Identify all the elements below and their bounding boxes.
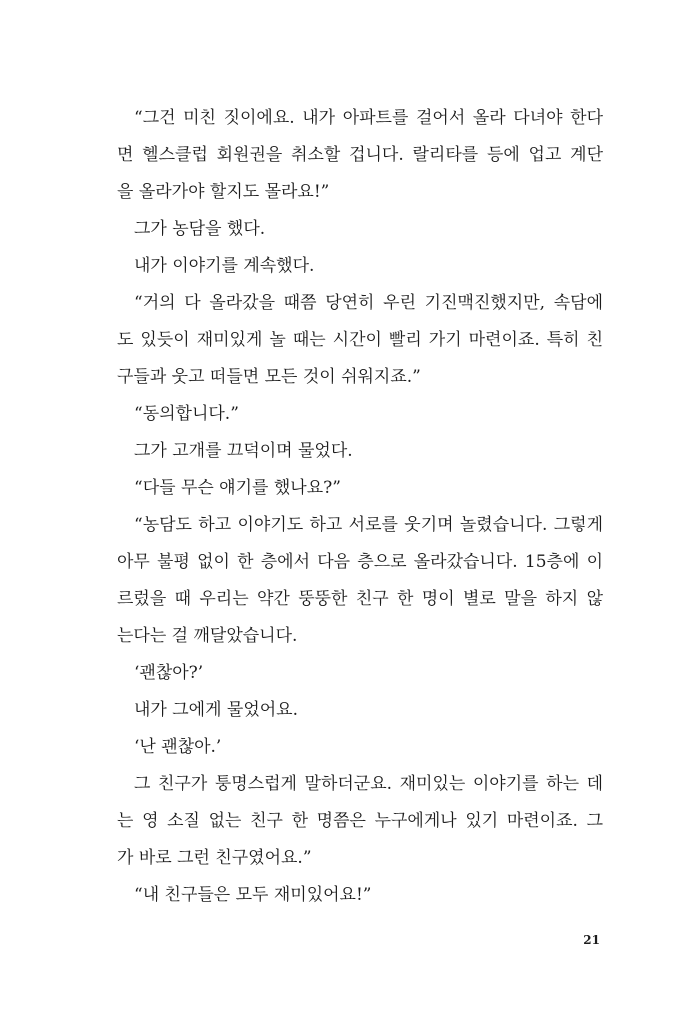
text-line: 내가 이야기를 계속했다.	[134, 256, 315, 276]
text-line: ‘괜찮아?’	[134, 663, 204, 683]
text-line: “동의합니다.”	[134, 404, 239, 424]
page-number: 21	[583, 933, 600, 947]
text-line: 아무 불평 없이 한 층에서 다음 층으로 올라갔습니다. 15층에 이	[117, 552, 603, 572]
text-line: “농담도 하고 이야기도 하고 서로를 웃기며 놀렸습니다. 그렇게	[134, 515, 603, 535]
text-line: 내가 그에게 물었어요.	[134, 700, 299, 720]
text-line: “그건 미친 짓이에요. 내가 아파트를 걸어서 올라 다녀야 한다	[134, 108, 603, 128]
text-line: 는 영 소질 없는 친구 한 명쯤은 누구에게나 있기 마련이죠. 그	[117, 811, 603, 831]
text-line: 그가 고개를 끄덕이며 물었다.	[134, 441, 353, 461]
text-line: “거의 다 올라갔을 때쯤 당연히 우린 기진맥진했지만, 속담에	[134, 293, 603, 313]
text-line: 그가 농담을 했다.	[134, 219, 266, 239]
text-line: 가 바로 그런 친구였어요.”	[117, 848, 312, 868]
text-line: “다들 무슨 얘기를 했나요?”	[134, 478, 341, 498]
text-line: 면 헬스클럽 회원권을 취소할 겁니다. 랄리타를 등에 업고 계단	[117, 145, 603, 165]
text-line: 도 있듯이 재미있게 놀 때는 시간이 빨리 가기 마련이죠. 특히 친	[117, 330, 603, 350]
text-line: 을 올라가야 할지도 몰라요!”	[117, 182, 330, 202]
text-line: “내 친구들은 모두 재미있어요!”	[134, 885, 372, 905]
text-line: 구들과 웃고 떠들면 모든 것이 쉬워지죠.”	[117, 367, 421, 387]
body-text	[117, 101, 603, 915]
text-line: 는다는 걸 깨달았습니다.	[117, 626, 298, 646]
text-line: 르렀을 때 우리는 약간 뚱뚱한 친구 한 명이 별로 말을 하지 않	[117, 589, 603, 609]
text-line: 그 친구가 퉁명스럽게 말하더군요. 재미있는 이야기를 하는 데	[134, 774, 603, 794]
text-line: ‘난 괜찮아.’	[134, 737, 222, 757]
